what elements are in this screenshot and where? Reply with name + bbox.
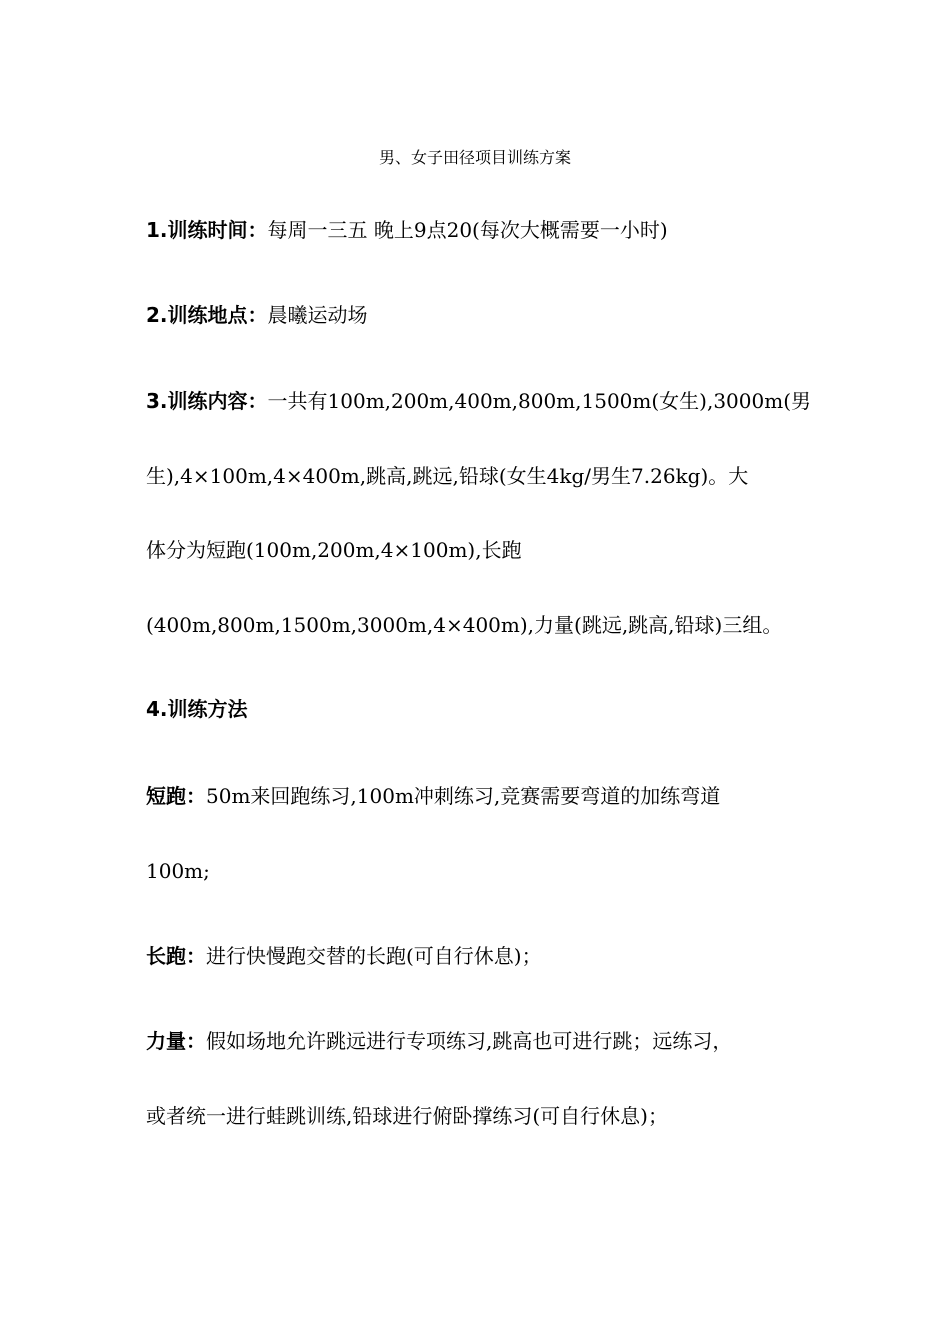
sprint-label: 短跑：: [146, 784, 206, 808]
training-method-label: 4.训练方法: [146, 697, 248, 721]
training-location-label: 2.训练地点：: [146, 303, 268, 327]
strength-label: 力量：: [146, 1029, 206, 1053]
training-time-label: 1.训练时间：: [146, 218, 268, 242]
training-time-text: 每周一三五 晚上9点20(每次大概需要一小时): [267, 218, 668, 242]
sprint-text-2: 100m;: [146, 859, 210, 883]
training-content-line-3: [146, 535, 846, 565]
strength-line-1: [146, 1026, 846, 1056]
training-content-text-2: 生),4×100m,4×400m,跳高,跳远,铅球(女生4kg/男生7.26kg)。大: [146, 464, 749, 488]
training-content-line-2: [146, 461, 846, 491]
distance-line: [146, 941, 846, 971]
training-content-text-3: 体分为短跑(100m,200m,4×100m),长跑: [146, 538, 522, 562]
training-content-line-1: [146, 386, 846, 416]
training-location-line: [146, 300, 846, 330]
sprint-line-2: [146, 856, 846, 886]
training-method-line: [146, 694, 846, 724]
training-content-label: 3.训练内容：: [146, 389, 268, 413]
sprint-text-1: 50m来回跑练习,100m冲刺练习,竞赛需要弯道的加练弯道: [206, 784, 721, 808]
training-location-text: 晨曦运动场: [267, 303, 368, 327]
strength-text-2: 或者统一进行蛙跳训练,铅球进行俯卧撑练习(可自行休息)；: [146, 1104, 668, 1128]
strength-line-2: [146, 1101, 846, 1131]
training-content-text-4: (400m,800m,1500m,3000m,4×400m),力量(跳远,跳高,铅球)三组。: [146, 613, 783, 637]
sprint-line-1: [146, 781, 846, 811]
strength-text-1: 假如场地允许跳远进行专项练习,跳高也可进行跳；远练习，: [206, 1029, 733, 1053]
training-time-line: [146, 215, 846, 245]
training-content-text-1: 一共有100m,200m,400m,800m,1500m(女生),3000m(男: [267, 389, 811, 413]
distance-label: 长跑：: [146, 944, 206, 968]
distance-text: 进行快慢跑交替的长跑(可自行休息)；: [206, 944, 542, 968]
training-content-line-4: [146, 610, 846, 640]
document-title: 男、女子田径项目训练方案: [378, 148, 571, 167]
